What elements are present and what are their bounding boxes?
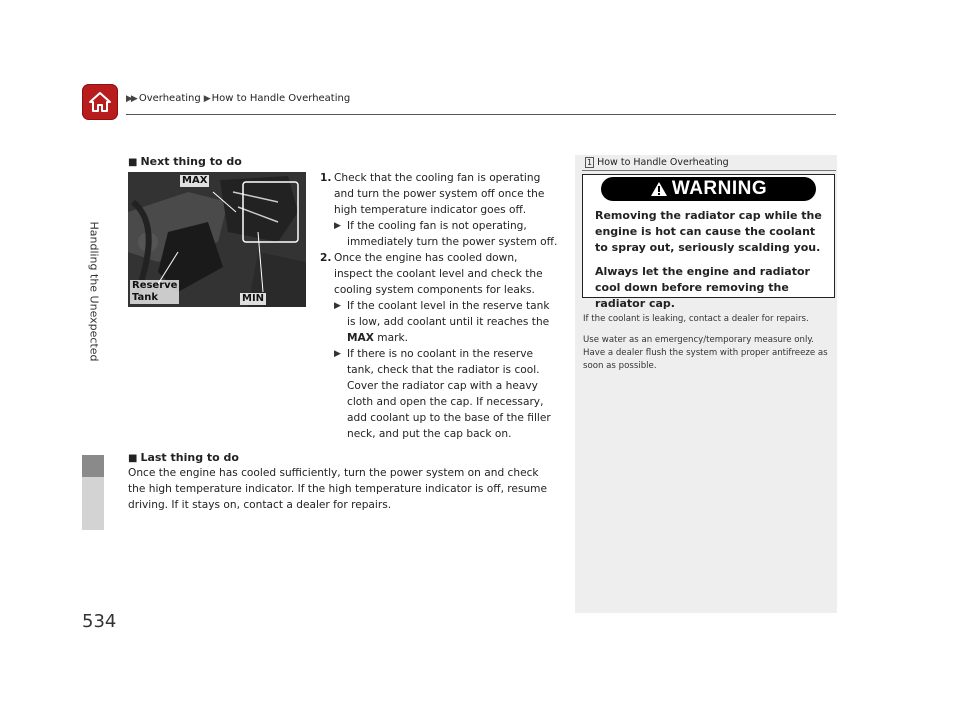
- note-paragraph: Use water as an emergency/temporary measure only. Have a dealer flush the system with proper antifreeze as soon as possible.: [583, 335, 828, 371]
- breadcrumb-arrow-icon: ▶▶: [126, 93, 136, 104]
- step-1-sub-1: ▶ If the cooling fan is not operating, immediately turn the power system off.: [334, 220, 558, 248]
- warning-triangle-icon: [650, 181, 668, 197]
- note-paragraphs: [583, 313, 833, 381]
- arrow-bullet-icon: ▶: [334, 349, 341, 359]
- note-divider: [582, 170, 836, 171]
- note-paragraph: If the coolant is leaking, contact a dealer for repairs.: [583, 314, 809, 324]
- breadcrumb-arrow-icon: ▶: [203, 93, 209, 104]
- steps-list: [320, 170, 558, 442]
- arrow-bullet-icon: ▶: [334, 221, 341, 231]
- header-divider: [126, 114, 836, 115]
- step-2-text: Once the engine has cooled down, inspect the coolant level and check the cooling system components for leaks.: [334, 252, 543, 296]
- last-thing-text: Once the engine has cooled sufficiently, turn the power system on and check the high temperature indicator. If the high temperature indicator is off, resume driving. If it stays on, contact a dealer for repairs.: [128, 467, 548, 511]
- breadcrumb-item-overheating[interactable]: Overheating: [138, 93, 201, 104]
- section-tab-strip: [82, 477, 104, 530]
- step-2: 2. Once the engine has cooled down, inspect the coolant level and check the cooling system components for leaks. ▶ If the coolant level in the reserve tank is low, add coolant until it reaches the MAX mark. ▶ If there is no coolant in the reserve tank, check that the radiator is cool. Cover the radiator cap with a heavy cloth and open the cap. If necessary, add coolant up to the base of the filler neck, and put the cap back on.: [320, 250, 558, 442]
- section-tab-marker: [82, 455, 104, 477]
- step-2-sub-2: ▶ If there is no coolant in the reserve tank, check that the radiator is cool. Cover the radiator cap with a heavy cloth and open the cap. If necessary, add coolant up to the base of the filler neck, and put the cap back on.: [334, 348, 551, 440]
- next-thing-heading: ■ Next thing to do: [128, 155, 242, 168]
- square-bullet-icon: ■: [128, 157, 138, 168]
- step-1-text: Check that the cooling fan is operating and turn the power system off once the high temperature indicator goes off.: [334, 172, 545, 216]
- min-label: MIN: [242, 293, 265, 304]
- home-icon: [88, 91, 112, 113]
- page-number: 534: [82, 611, 117, 632]
- warning-banner: WARNING: [601, 177, 816, 201]
- breadcrumb-item-how-to-handle[interactable]: How to Handle Overheating: [211, 93, 351, 104]
- step-1: 1. Check that the cooling fan is operating and turn the power system off once the high temperature indicator goes off. ▶ If the cooling fan is not operating, immediately turn the power system off.: [320, 172, 558, 248]
- max-label: MAX: [182, 175, 208, 186]
- reserve-tank-label: Reserve Tank: [132, 280, 178, 303]
- warning-text: Removing the radiator cap while the engine is hot can cause the coolant to spray out, seriously scalding you. Always let the engine and radiator cool down before removing the radiator cap.: [595, 209, 822, 310]
- breadcrumb: [126, 93, 350, 104]
- home-button[interactable]: [82, 84, 118, 120]
- warning-box: [582, 174, 835, 310]
- last-thing-heading: ■ Last thing to do: [128, 451, 239, 464]
- step-2-sub-1: ▶ If the coolant level in the reserve tank is low, add coolant until it reaches the MAX mark.: [334, 300, 550, 344]
- note-title: 1 How to Handle Overheating: [587, 157, 729, 168]
- engine-photo: [128, 172, 306, 307]
- section-side-label: Handling the Unexpected: [87, 220, 101, 362]
- square-bullet-icon: ■: [128, 453, 138, 464]
- arrow-bullet-icon: ▶: [334, 301, 341, 311]
- note-marker: 1: [587, 158, 593, 167]
